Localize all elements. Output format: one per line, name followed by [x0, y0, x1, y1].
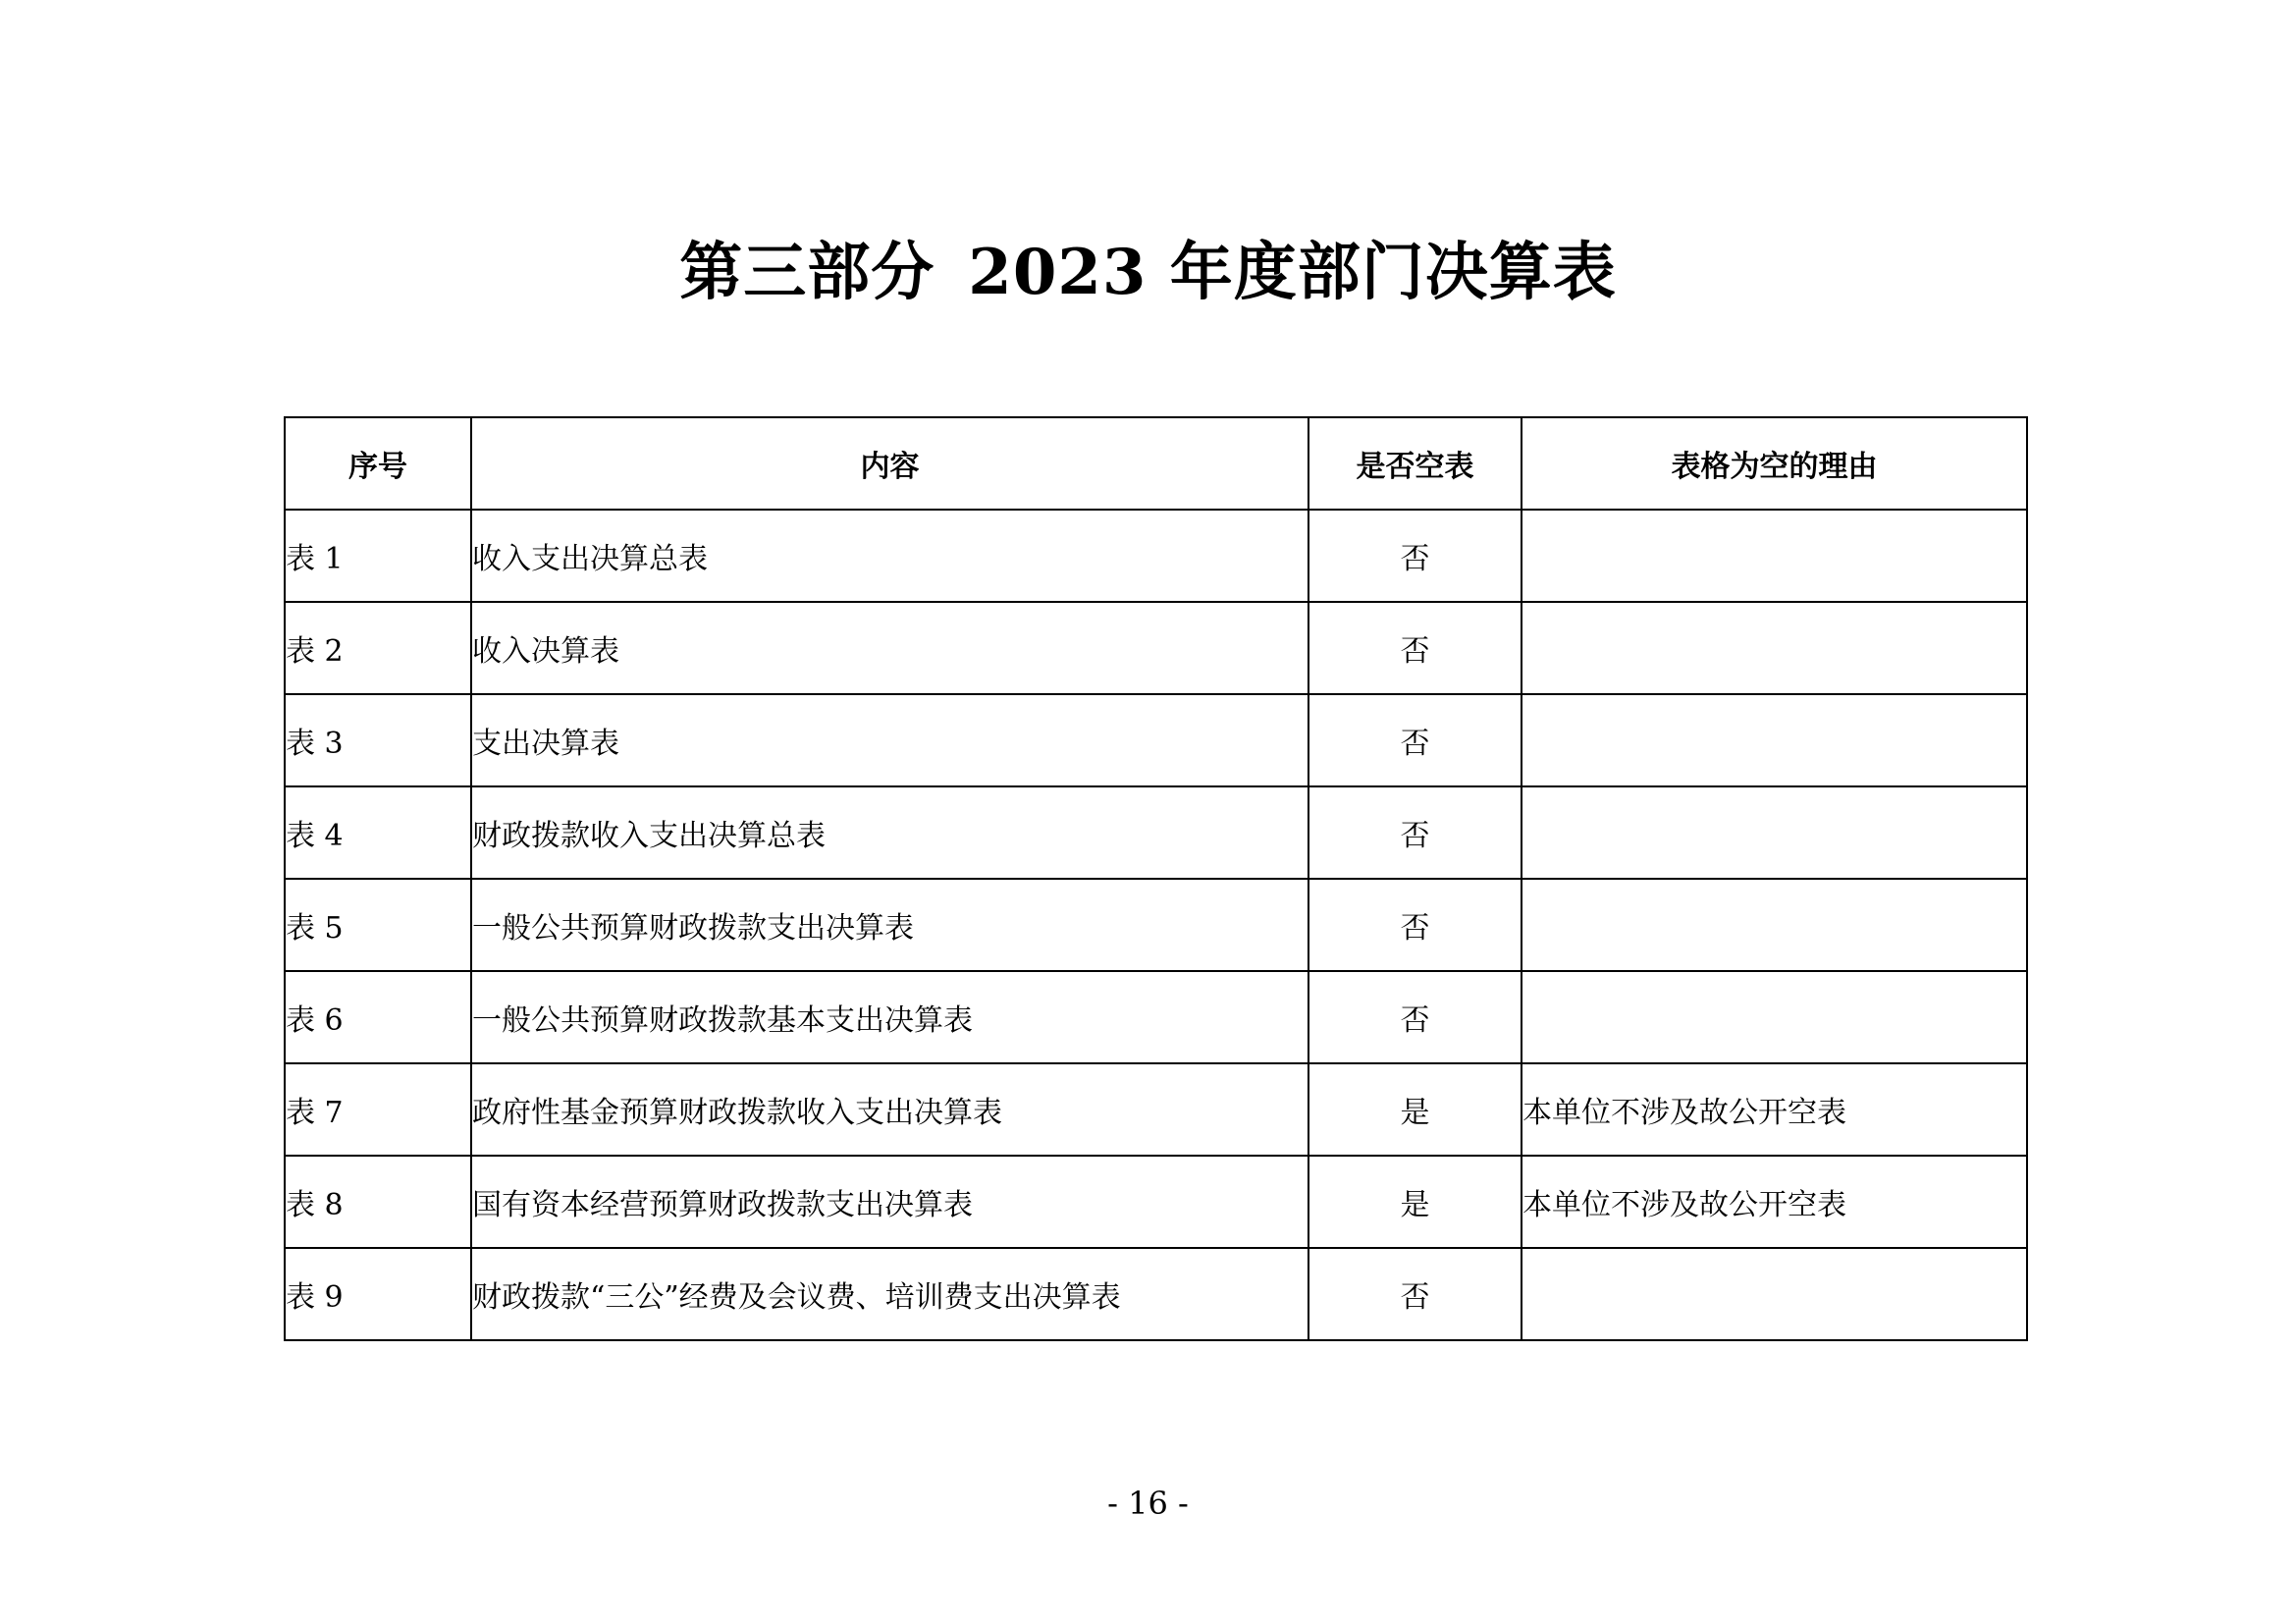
page-number: - 16 - — [1107, 1485, 1189, 1522]
row-reason — [1522, 510, 2027, 602]
row-is-empty: 否 — [1308, 694, 1522, 786]
row-content: 政府性基金预算财政拨款收入支出决算表 — [471, 1063, 1308, 1156]
row-reason — [1522, 879, 2027, 971]
row-no: 表 5 — [285, 879, 471, 971]
row-no: 表 7 — [285, 1063, 471, 1156]
row-is-empty: 否 — [1308, 971, 1522, 1063]
row-reason: 本单位不涉及故公开空表 — [1522, 1063, 2027, 1156]
row-content: 国有资本经营预算财政拨款支出决算表 — [471, 1156, 1308, 1248]
row-is-empty: 否 — [1308, 879, 1522, 971]
table-row — [285, 602, 2027, 694]
table-row — [285, 971, 2027, 1063]
row-reason — [1522, 971, 2027, 1063]
row-no: 表 3 — [285, 694, 471, 786]
row-no: 表 2 — [285, 602, 471, 694]
table-row — [285, 1248, 2027, 1340]
header-no: 序号 — [285, 417, 471, 510]
row-is-empty: 否 — [1308, 786, 1522, 879]
title-part: 第三部分 — [679, 236, 935, 309]
row-content: 支出决算表 — [471, 694, 1308, 786]
row-reason — [1522, 694, 2027, 786]
row-content: 财政拨款收入支出决算总表 — [471, 786, 1308, 879]
row-content: 财政拨款“三公”经费及会议费、培训费支出决算表 — [471, 1248, 1308, 1340]
row-reason: 本单位不涉及故公开空表 — [1522, 1156, 2027, 1248]
table-header-row — [285, 417, 2027, 510]
table-row — [285, 1063, 2027, 1156]
row-no: 表 8 — [285, 1156, 471, 1248]
row-is-empty: 否 — [1308, 1248, 1522, 1340]
row-reason — [1522, 602, 2027, 694]
table-row — [285, 510, 2027, 602]
header-is-empty: 是否空表 — [1308, 417, 1522, 510]
page-title — [0, 234, 2296, 312]
row-reason — [1522, 1248, 2027, 1340]
catalog-table — [284, 416, 2028, 1341]
header-content: 内容 — [471, 417, 1308, 510]
row-reason — [1522, 786, 2027, 879]
row-is-empty: 是 — [1308, 1156, 1522, 1248]
table-row — [285, 694, 2027, 786]
row-no: 表 9 — [285, 1248, 471, 1340]
title-main: 2023 年度部门决算表 — [968, 236, 1617, 309]
row-content: 一般公共预算财政拨款支出决算表 — [471, 879, 1308, 971]
row-is-empty: 否 — [1308, 510, 1522, 602]
row-is-empty: 是 — [1308, 1063, 1522, 1156]
row-no: 表 4 — [285, 786, 471, 879]
row-content: 收入支出决算总表 — [471, 510, 1308, 602]
row-content: 一般公共预算财政拨款基本支出决算表 — [471, 971, 1308, 1063]
table-row — [285, 879, 2027, 971]
row-content: 收入决算表 — [471, 602, 1308, 694]
row-no: 表 6 — [285, 971, 471, 1063]
row-no: 表 1 — [285, 510, 471, 602]
table-row — [285, 1156, 2027, 1248]
row-is-empty: 否 — [1308, 602, 1522, 694]
table-row — [285, 786, 2027, 879]
header-reason: 表格为空的理由 — [1522, 417, 2027, 510]
